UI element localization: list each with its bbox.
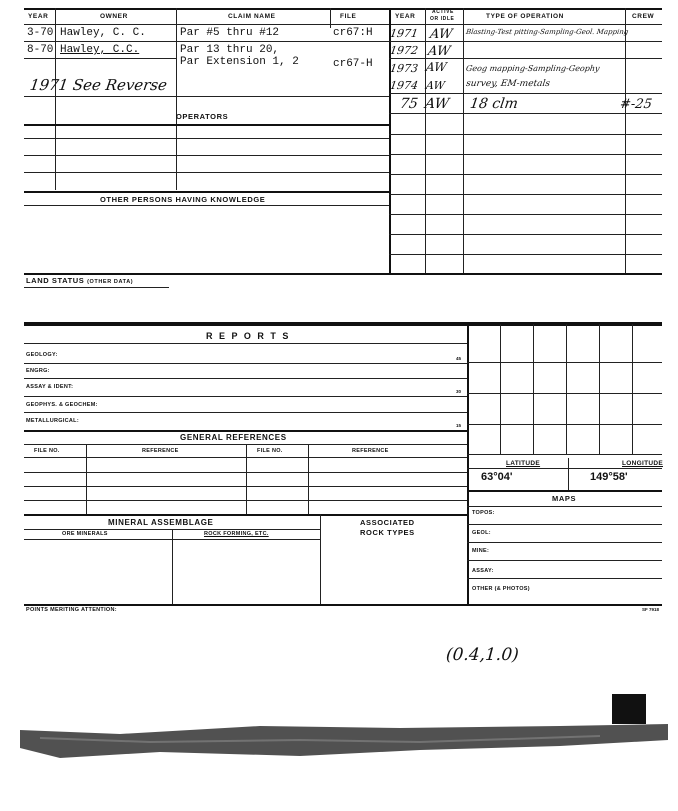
coords-divider (467, 468, 662, 469)
col-file-header: FILE (340, 13, 357, 20)
row-line (467, 506, 662, 507)
col-divider (172, 529, 173, 604)
report-geology-label: GEOLOGY: (26, 352, 58, 358)
row-line (24, 378, 467, 379)
row-line (389, 254, 662, 255)
row-line (24, 155, 389, 156)
activity-1-status: AW (428, 27, 454, 42)
row-line (24, 412, 467, 413)
other-persons-bottom (24, 273, 662, 275)
form-bottom (24, 604, 662, 606)
report-assay-num: 30 (456, 389, 462, 394)
mineral-header-rock: ROCK FORMING, ETC. (204, 531, 269, 537)
row-3-file: cr67-H (333, 58, 373, 70)
grid-line (467, 362, 662, 363)
row-line (24, 205, 389, 206)
col-divider (176, 8, 177, 190)
activity-5-crew: #-25 (618, 97, 653, 112)
col-divider (320, 514, 321, 604)
latitude-value: 63°04' (481, 471, 513, 483)
row-line (24, 138, 389, 139)
col-divider (86, 444, 87, 514)
activity-5-status: AW (423, 96, 451, 112)
associated-rock-types-2: ROCK TYPES (360, 528, 415, 537)
row-1-claim: Par #5 thru #12 (180, 27, 280, 39)
land-status-heading (26, 276, 133, 285)
land-status-sublabel: (OTHER DATA) (87, 279, 134, 285)
land-status-label: LAND STATUS (26, 276, 85, 285)
latitude-label: LATITUDE (506, 460, 541, 467)
associated-rock-types-1: ASSOCIATED (360, 518, 415, 527)
report-geology-num: 45 (456, 356, 462, 361)
reports-heading: R E P O R T S (206, 331, 291, 341)
row-1-date: 3-70 (27, 27, 54, 39)
map-other-label: OTHER (& PHOTOS) (472, 586, 530, 592)
other-persons-heading: OTHER PERSONS HAVING KNOWLEDGE (100, 195, 266, 204)
map-topos-label: TOPOS: (472, 510, 495, 516)
row-line (24, 58, 176, 59)
report-engrg-label: ENGRG: (26, 368, 50, 374)
scan-edge-smudge (0, 712, 678, 772)
map-assay-label: ASSAY: (472, 568, 494, 574)
ref-header-file-2: FILE NO. (257, 448, 283, 454)
row-line (467, 542, 662, 543)
grid-line (566, 324, 567, 454)
activity-3-status: AW (425, 60, 448, 74)
col-operation-header: TYPE OF OPERATION (486, 13, 564, 20)
activity-4-operation: survey, EM-metals (465, 79, 551, 89)
grid-line (533, 324, 534, 454)
header-underline (24, 24, 662, 25)
operators-rule (24, 124, 389, 126)
grid-line (467, 393, 662, 394)
row-line (389, 93, 662, 94)
col-divider (246, 444, 247, 514)
row-line (389, 58, 662, 59)
row-1-file: cr67:H (333, 27, 373, 39)
col-divider (55, 8, 56, 190)
other-persons-rule (24, 191, 389, 193)
row-line (389, 41, 662, 42)
row-2-date: 8-70 (27, 44, 54, 56)
col-divider (568, 458, 569, 490)
col-claim-header: CLAIM NAME (228, 13, 276, 20)
row-line (467, 524, 662, 525)
row-line (389, 214, 662, 215)
col-divider (308, 444, 309, 514)
longitude-label: LONGITUDE (622, 460, 663, 467)
grid-line (599, 324, 600, 454)
map-mine-label: MINE: (472, 548, 490, 554)
activity-2-status: AW (426, 44, 452, 59)
coordinate-annotation: (0.4,1.0) (445, 645, 520, 665)
row-2-owner: Hawley, C.C. (60, 44, 140, 56)
col-active-header: ACTIVE (432, 9, 454, 15)
row-line (467, 578, 662, 579)
maps-rule (467, 490, 662, 492)
col-year-header: YEAR (28, 13, 49, 20)
reports-right-border (467, 324, 469, 604)
longitude-value: 149°58' (590, 471, 628, 483)
mineral-header-ore: ORE MINERALS (62, 531, 108, 537)
row-line (24, 363, 467, 364)
activity-1-operation: Blasting-Test pitting-Sampling-Geol. Mapping (465, 28, 629, 36)
grid-line (500, 324, 501, 454)
mineral-assemblage-heading: MINERAL ASSEMBLAGE (108, 518, 214, 527)
col-crew-header: CREW (632, 13, 655, 20)
grid-line (632, 324, 633, 454)
ref-header-reference-2: REFERENCE (352, 448, 389, 454)
handwritten-owner-note: 1971 See Reverse (28, 76, 169, 94)
ref-header-file-1: FILE NO. (34, 448, 60, 454)
grid-line (467, 454, 662, 455)
general-references-heading: GENERAL REFERENCES (180, 433, 287, 442)
activity-3-operation: Geog mapping-Sampling-Geophy (465, 64, 601, 73)
row-line (24, 172, 389, 173)
row-line (24, 396, 467, 397)
form-number: SF 7918 (642, 607, 660, 612)
maps-heading: MAPS (552, 494, 577, 503)
row-line (24, 41, 389, 42)
points-meriting-attention: POINTS MERITING ATTENTION: (26, 607, 117, 613)
land-status-underline (24, 287, 169, 288)
general-references-rule (24, 430, 467, 432)
col-owner-header: OWNER (100, 13, 128, 20)
activity-2-year: 1972 (389, 44, 419, 57)
row-2-claim: Par 13 thru 20, (180, 44, 280, 56)
row-line (389, 134, 662, 135)
activity-4-year: 1974 (389, 79, 419, 92)
ref-header-reference-1: REFERENCE (142, 448, 179, 454)
row-line (467, 560, 662, 561)
report-metallurgical-label: METALLURGICAL: (26, 418, 79, 424)
row-3-claim: Par Extension 1, 2 (180, 56, 299, 68)
row-line (389, 154, 662, 155)
row-line (389, 234, 662, 235)
col-year2-header: YEAR (395, 13, 416, 20)
report-metallurgical-num: 15 (456, 423, 462, 428)
report-geophys-label: GEOPHYS. & GEOCHEM: (26, 402, 98, 408)
report-assay-label: ASSAY & IDENT: (26, 384, 74, 390)
row-line (24, 343, 467, 344)
col-divider (330, 8, 331, 28)
col-idle-header: OR IDLE (430, 16, 455, 22)
map-geol-label: GEOL: (472, 530, 491, 536)
row-line (389, 174, 662, 175)
activity-1-year: 1971 (389, 27, 419, 40)
activity-5-year: 75 (398, 96, 419, 112)
activity-5-operation: 18 clm (468, 96, 519, 112)
activity-3-year: 1973 (389, 62, 419, 75)
mineral-rule (24, 514, 467, 516)
row-line (389, 194, 662, 195)
grid-line (467, 424, 662, 425)
row-line (389, 113, 662, 114)
row-1-owner: Hawley, C. C. (60, 27, 146, 39)
activity-4-status: AW (425, 79, 446, 92)
operators-heading: OPERATORS (176, 112, 229, 121)
top-border (24, 8, 662, 10)
row-line (24, 96, 389, 97)
